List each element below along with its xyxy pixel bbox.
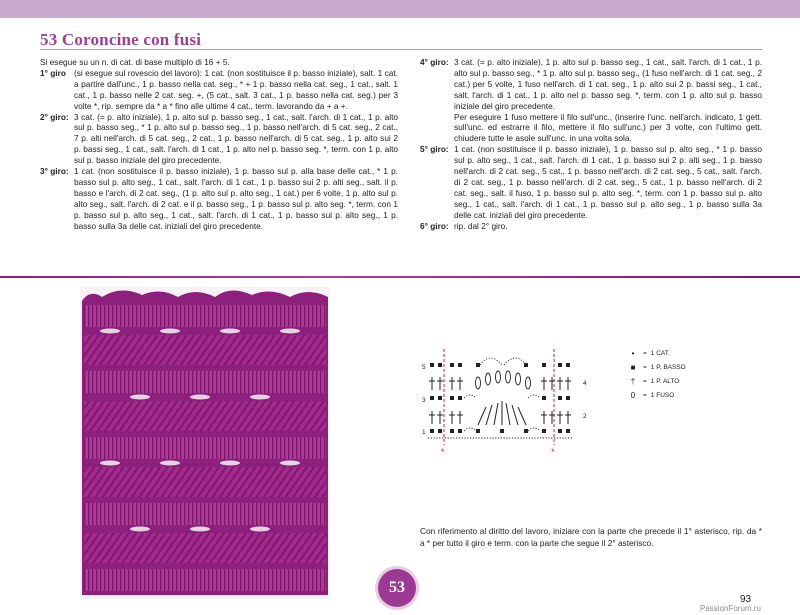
round-6 <box>420 221 762 232</box>
pattern-number-badge: 53 <box>378 569 416 607</box>
round-text: 1 cat. (non sostituisce il p. basso iniziale), 1 p. basso sul p. alto seg., * 1 p. basso sul p. alto seg., 1 cat., salt. l'arch. di 1 cat., 1 p. basso sui 2 p. alti seg., 1 p. basso nell'arch. di 2 cat. seg., 5 cat., 1 p. basso nell'arch. di 2 cat. seg., 5 cat., salt. l'arch. di 2 cat. seg., 1 p. basso nell'arch. di 2 cat. seg., 5 cat., 1 p. basso nell'arch. di 2 cat. seg., salt. il fuso, 1 p. basso sul p. alto seg. *, term. con 1 p. basso sul p. alto seg., 1 cat., salt. l'arch. di 1 cat., 1 p. basso sul p. alto seg., 1 p. basso sulla 3a delle cat. iniziali del giro precedente. <box>454 144 762 220</box>
legend-label: 1 FUSO <box>650 391 675 399</box>
legend-item: ■ = 1 P. BASSO <box>626 360 736 374</box>
repeat-asterisk-left: * <box>441 447 445 457</box>
diagram-caption: Con riferimento al diritto del lavoro, iniziare con la parte che precede il 1° asterisco, rip. da * a * per tutto il giro e term. con la parte che segue il 2° asterisco. <box>420 526 762 548</box>
row-label-4: 4 <box>583 380 587 387</box>
legend-label: 1 P. BASSO <box>650 363 686 371</box>
round-label: 6° giro: <box>420 220 449 231</box>
chain-symbol-icon: • <box>631 348 635 358</box>
round-label: 4° giro: <box>420 57 449 67</box>
round-4 <box>420 57 762 112</box>
puff-stitch-symbol-icon: 0 <box>630 390 636 400</box>
legend-item: • = 1 CAT. <box>626 346 736 360</box>
legend-label: 1 P. ALTO <box>650 377 680 385</box>
fuso-explanation <box>420 112 762 145</box>
symbol-legend <box>626 346 736 402</box>
row-label-3: 3 <box>422 397 426 404</box>
page-title: 53 Coroncine con fusi <box>40 30 202 49</box>
row-label-2: 2 <box>583 413 587 420</box>
swatch-rows <box>84 305 326 591</box>
round-text: 3 cat. (= p. alto iniziale), 1 p. alto sul p. basso seg., 1 cat., salt. l'arch. di 1 cat., 1 p. alto sul p. basso seg., * 1 p. alto sul p. basso seg., 1 p. basso nell'arch. di 5 cat. seg., 2 cat., 7 p. alti nell'arch. di 5 cat. seg., 2 cat., 1 p. basso nell'arch. di 5 cat. seg., 1 p. alto sui 2 p. bassi seg., 1 cat., salt. l'arch. di 1 cat., 1 p. alto nel p. basso seg. *, term. con 1 p. alto sul p. basso iniziale del giro precedente. <box>74 111 398 166</box>
double-crochet-marks <box>429 377 571 425</box>
round-text: 1 cat. (non sostituisce il p. basso iniziale), 1 p. basso sul p. alla base delle cat., * 1 p. basso sul p. alto seg., 1 cat., salt. l'arch. di 1 cat., 1 p. basso sui 2 p. alti seg., salt. il p. basso e l'arch. di 2 cat. seg., (1 p. alto sul p. alto seg., 1 cat.) per 6 volte, 1 p. alto sul p. alto seg., salt. l'arch. di 2 cat. e il p. basso seg., 1 p. basso sul p. alto seg. *, term. con 1 p. basso sul p. alto seg., 1 cat., salt. l'arch. di 1 cat., 1 p. basso sul p. alto seg., 1 p. basso sulla 3a delle cat. iniziali del giro precedente. <box>74 166 398 231</box>
page-number: 93 <box>740 594 752 605</box>
round-label <box>420 112 454 145</box>
round-text: 3 cat. (= p. alto iniziale), 1 p. alto sul p. basso seg., 1 cat., salt. l'arch. di 1 cat., 1 p. alto sul p. basso seg., * 1 p. alto sul p. basso seg., (1 fuso nell'arch. di 1 cat. seg., 2 cat.) per 5 volte, 1 fuso nell'arch. di 1 cat. seg., 1 p. alto sui 2 p. bassi seg., 1 cat., salt. l'arch. di 1 cat., 1 p. alto nel p. basso seg. *, term. con 1 p. alto sul p. basso iniziale del giro precedente. <box>454 57 762 111</box>
round-5 <box>420 144 762 220</box>
row-label-5: 5 <box>422 364 426 371</box>
legend-item: † = 1 P. ALTO <box>626 374 736 388</box>
row-label-1: 1 <box>422 429 426 436</box>
right-instructions-column <box>420 57 762 232</box>
chain-arches <box>428 358 572 438</box>
repeat-asterisk-right: * <box>551 447 555 457</box>
round-2 <box>40 112 398 167</box>
intro-text: Si esegue su un n. di cat. di base multiplo di 16 + 5. <box>40 57 230 67</box>
single-crochet-symbol-icon: ■ <box>630 362 636 372</box>
section-divider-yarn <box>0 276 800 278</box>
left-instructions-column <box>40 57 398 232</box>
legend-item: 0 = 1 FUSO <box>626 388 736 402</box>
round-1 <box>40 68 398 112</box>
puff-stitch-marks <box>476 371 531 389</box>
crochet-swatch-photo <box>80 287 330 599</box>
stitch-diagram <box>420 345 602 457</box>
top-color-bar <box>0 0 800 18</box>
round-text: rip. dal 2° giro. <box>454 220 508 231</box>
round-label: 2° giro: <box>40 111 69 122</box>
round-label: 1° giro <box>40 67 66 78</box>
watermark: PassionForum.ru <box>700 604 761 613</box>
legend-label: 1 CAT. <box>650 349 670 357</box>
round-label: 5° giro: <box>420 144 449 155</box>
round-label: 3° giro: <box>40 166 69 177</box>
round-text: Per eseguire 1 fuso mettere il filo sull'unc., (inserire l'unc. nell'arch. indicato, 1 gett. sull'unc. ed estrarre il filo, mettere il filo sull'unc.) per 3 volte, con l'ultimo gett. chiudere tutte le asole sull'unc. in una volta sola. <box>454 111 762 144</box>
double-crochet-symbol-icon: † <box>630 376 636 386</box>
round-text: (si esegue sul rovescio del lavoro): 1 cat. (non sostituisce il p. basso iniziale), salt. 1 cat. a partire dall'unc., 1 p. basso nella cat. seg., * + 1 p. basso nella cat. seg., 1 cat., salt. 1 cat., 1 p. basso nelle 2 cat. seg. +, (5 cat., salt. 3 cat., 1 p. basso nella cat. seg.) per 3 volte *, rip. sempre da * a * fino alle ultime 4 cat., term. lavorando da + a +. <box>74 67 398 111</box>
round-3 <box>40 166 398 231</box>
title-rule <box>40 49 762 50</box>
